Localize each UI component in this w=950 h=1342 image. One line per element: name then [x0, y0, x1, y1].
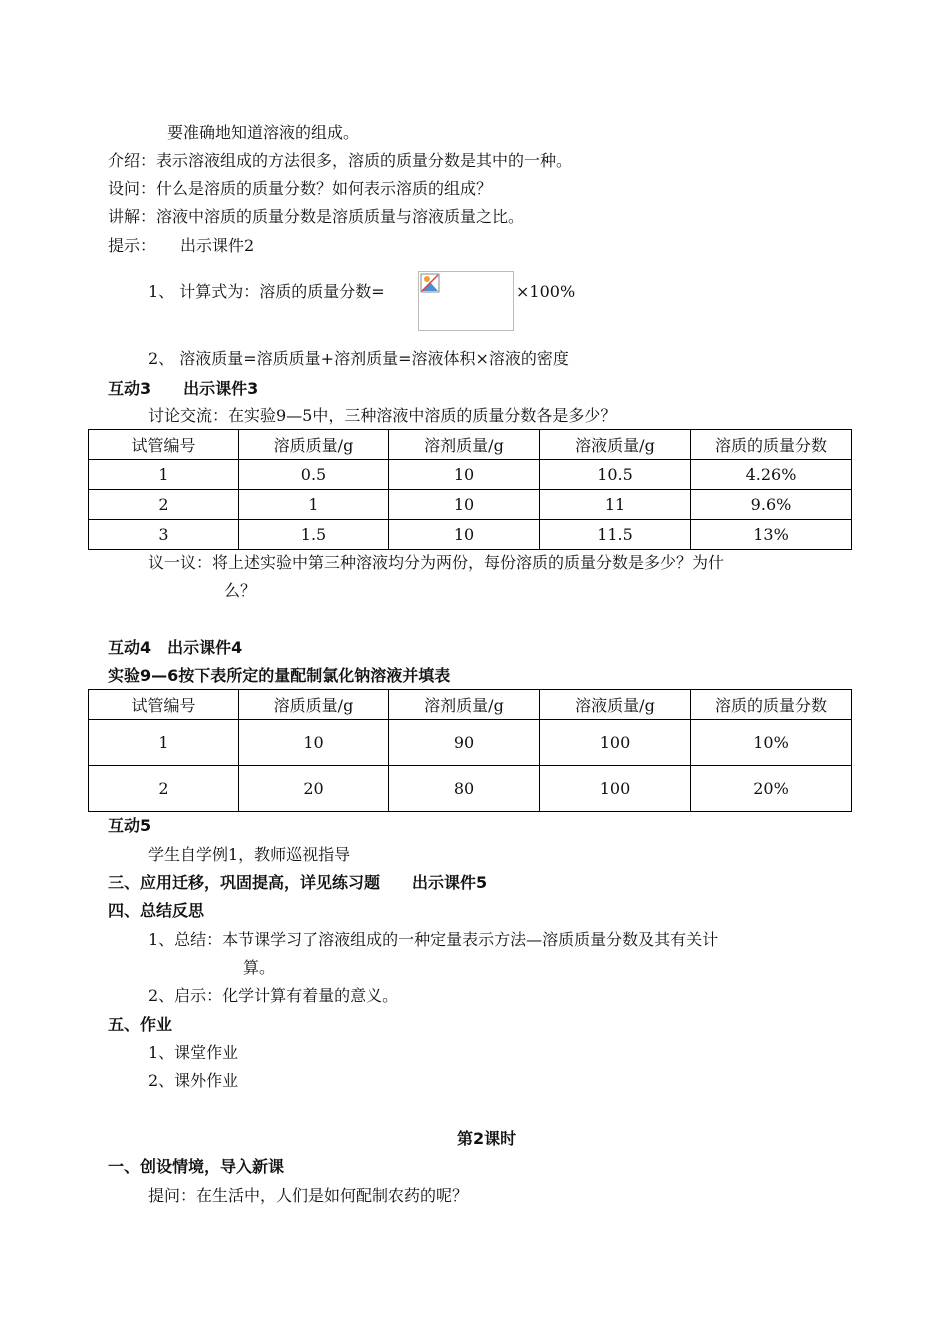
table-header-cell: 溶液质量/g: [540, 690, 691, 720]
text-line: 要准确地知道溶液的组成。: [167, 123, 360, 142]
formula-image: [418, 271, 514, 331]
table-header-cell: 试管编号: [89, 690, 239, 720]
hint-line: 提示： 出示课件2: [108, 236, 255, 255]
text-line: 讨论交流：在实验9—5中，三种溶液中溶质的质量分数各是多少？: [148, 406, 617, 425]
table-cell: 9.6%: [691, 490, 852, 520]
table-cell: 3: [89, 520, 239, 550]
table-header-cell: 溶剂质量/g: [389, 690, 540, 720]
table-header-cell: 溶液质量/g: [540, 430, 691, 460]
formula-line-label: 1、 计算式为：溶质的质量分数=: [148, 282, 385, 301]
table-cell: 80: [389, 766, 540, 812]
text-line: 2、启示：化学计算有着量的意义。: [148, 986, 399, 1005]
table-row: [89, 520, 852, 550]
text-line: 学生自学例1，教师巡视指导: [148, 845, 351, 864]
section-heading: 互动3 出示课件3: [108, 379, 259, 398]
table-cell: 2: [89, 766, 239, 812]
table-cell: 11: [540, 490, 691, 520]
table-header-cell: 溶质的质量分数: [691, 690, 852, 720]
broken-image-icon: [420, 273, 440, 293]
table-cell: 10.5: [540, 460, 691, 490]
section-heading: 互动4 出示课件4: [108, 638, 243, 657]
table-cell: 1: [89, 720, 239, 766]
table-cell: 1: [89, 460, 239, 490]
table-cell: 13%: [691, 520, 852, 550]
lesson-title: 第2课时: [457, 1129, 517, 1148]
table-cell: 10: [389, 520, 540, 550]
section-heading: 三、应用迁移，巩固提高，详见练习题 出示课件5: [108, 873, 488, 892]
formula-line-suffix: ×100%: [516, 282, 576, 301]
table-header-row: [89, 690, 852, 720]
text-line: 算。: [243, 958, 276, 977]
explanation-line: 讲解：溶液中溶质的质量分数是溶质质量与溶液质量之比。: [108, 207, 525, 226]
question-line: 设问：什么是溶质的质量分数？如何表示溶质的组成？: [108, 179, 493, 198]
results-table-2: [88, 689, 852, 812]
table-header-cell: 溶质的质量分数: [691, 430, 852, 460]
table-cell: 2: [89, 490, 239, 520]
table-header-cell: 溶质质量/g: [239, 430, 389, 460]
table-cell: 4.26%: [691, 460, 852, 490]
table-header-cell: 溶质质量/g: [239, 690, 389, 720]
text-line: 2、 溶液质量=溶质质量+溶剂质量=溶液体积×溶液的密度: [148, 349, 569, 368]
table-header-cell: 溶剂质量/g: [389, 430, 540, 460]
table-cell: 10: [389, 460, 540, 490]
section-heading: 一、创设情境，导入新课: [108, 1157, 285, 1176]
text-line: 议一议：将上述实验中第三种溶液均分为两份，每份溶质的质量分数是多少？为什: [148, 553, 725, 572]
intro-line: 介绍：表示溶液组成的方法很多，溶质的质量分数是其中的一种。: [108, 151, 573, 170]
section-heading: 四、总结反思: [108, 901, 205, 920]
results-table-1: [88, 429, 852, 550]
table-cell: 0.5: [239, 460, 389, 490]
table-cell: 20%: [691, 766, 852, 812]
section-heading: 实验9—6按下表所定的量配制氯化钠溶液并填表: [108, 666, 451, 685]
text-line: 提问：在生活中，人们是如何配制农药的呢？: [148, 1186, 469, 1205]
table-cell: 1: [239, 490, 389, 520]
table-row: [89, 766, 852, 812]
table-cell: 10%: [691, 720, 852, 766]
table-cell: 10: [239, 720, 389, 766]
table-row: [89, 460, 852, 490]
table-cell: 20: [239, 766, 389, 812]
section-heading: 五、作业: [108, 1015, 173, 1034]
table-header-cell: 试管编号: [89, 430, 239, 460]
table-cell: 11.5: [540, 520, 691, 550]
section-heading: 互动5: [108, 816, 152, 835]
table-header-row: [89, 430, 852, 460]
table-row: [89, 490, 852, 520]
table-row: [89, 720, 852, 766]
text-line: 1、总结：本节课学习了溶液组成的一种定量表示方法—溶质质量分数及其有关计: [148, 930, 719, 949]
text-line: 1、课堂作业: [148, 1043, 239, 1062]
table-cell: 100: [540, 720, 691, 766]
table-cell: 1.5: [239, 520, 389, 550]
table-cell: 100: [540, 766, 691, 812]
text-line: 2、课外作业: [148, 1071, 239, 1090]
text-line: 么？: [224, 581, 257, 600]
table-cell: 10: [389, 490, 540, 520]
table-cell: 90: [389, 720, 540, 766]
